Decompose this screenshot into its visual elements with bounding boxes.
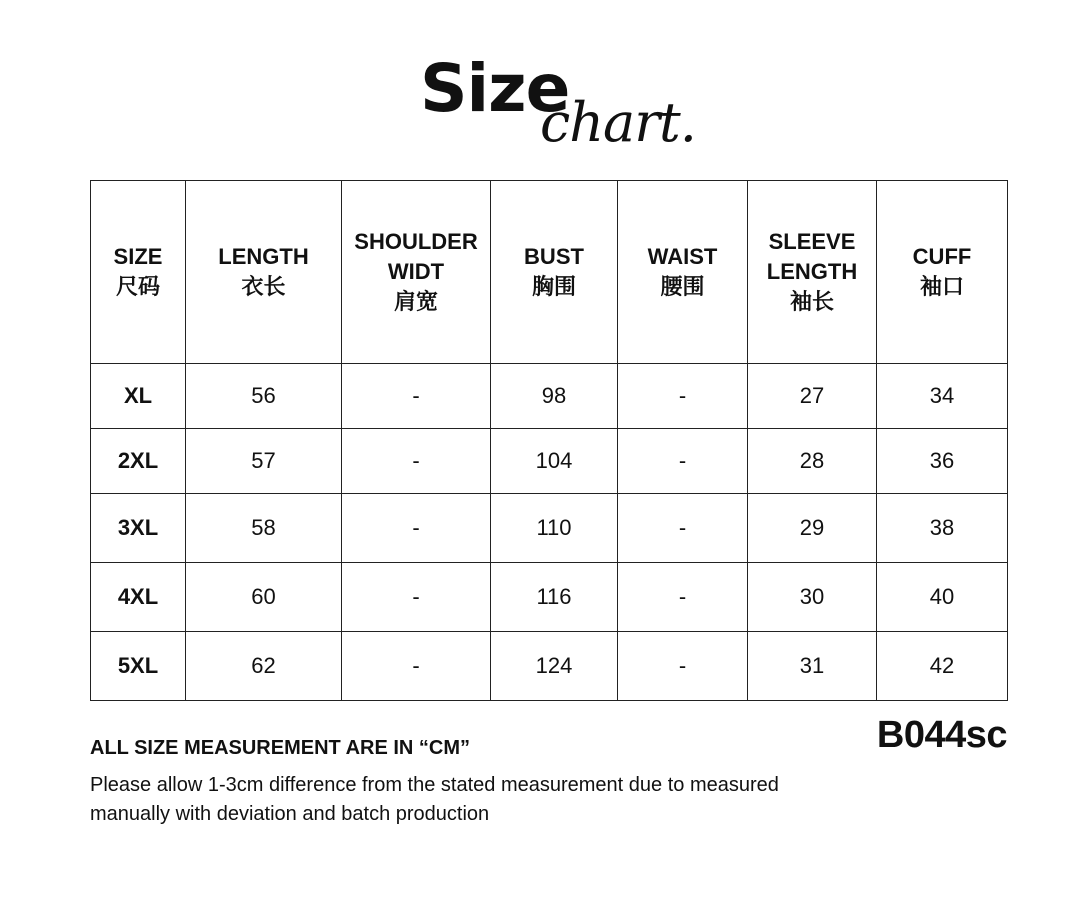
header-label-cn: 胸围 — [531, 274, 576, 299]
shoulder-cell: - — [342, 429, 491, 494]
waist-cell: - — [618, 563, 748, 632]
shoulder-cell: - — [342, 494, 491, 563]
header-label: SLEEVE — [768, 229, 856, 254]
header-bust — [491, 181, 618, 364]
waist-cell: - — [618, 494, 748, 563]
header-label-cn: 袖长 — [789, 289, 834, 314]
sleeve-cell: 31 — [748, 632, 877, 701]
bust-cell: 104 — [491, 429, 618, 494]
measurement-disclaimer: Please allow 1-3cm difference from the stated measurement due to measured manually with deviation and batch production — [90, 774, 779, 825]
size-cell: 5XL — [91, 632, 186, 701]
header-label-cn: 尺码 — [115, 274, 160, 299]
sleeve-cell: 30 — [748, 563, 877, 632]
table-row — [91, 632, 1008, 701]
waist-cell: - — [618, 364, 748, 429]
cuff-cell: 38 — [877, 494, 1008, 563]
length-cell: 62 — [186, 632, 342, 701]
length-cell: 57 — [186, 429, 342, 494]
length-cell: 56 — [186, 364, 342, 429]
bust-cell: 124 — [491, 632, 618, 701]
bust-cell: 116 — [491, 563, 618, 632]
header-label: SIZE — [113, 244, 163, 269]
header-label-cn: 袖口 — [919, 274, 964, 299]
header-size — [91, 181, 186, 364]
table-row — [91, 429, 1008, 494]
table-header-row — [91, 181, 1008, 364]
sleeve-cell: 29 — [748, 494, 877, 563]
header-label-cn: 腰围 — [660, 274, 705, 299]
product-code: B044sc — [876, 714, 1007, 756]
shoulder-cell: - — [342, 632, 491, 701]
cuff-cell: 42 — [877, 632, 1008, 701]
table-row — [91, 563, 1008, 632]
size-cell: 3XL — [91, 494, 186, 563]
header-shoulder-width — [342, 181, 491, 364]
length-cell: 58 — [186, 494, 342, 563]
waist-cell: - — [618, 632, 748, 701]
table-row — [91, 494, 1008, 563]
title-chart-word: chart. — [540, 91, 696, 154]
size-cell: 4XL — [91, 563, 186, 632]
size-chart-table — [90, 180, 1008, 701]
shoulder-cell: - — [342, 364, 491, 429]
measurement-unit-note: ALL SIZE MEASUREMENT ARE IN “CM” — [90, 737, 471, 759]
header-label: BUST — [524, 244, 584, 269]
table-row — [91, 364, 1008, 429]
header-label: WIDT — [387, 259, 445, 284]
sleeve-cell: 28 — [748, 429, 877, 494]
cuff-cell: 36 — [877, 429, 1008, 494]
size-cell: XL — [91, 364, 186, 429]
bust-cell: 98 — [491, 364, 618, 429]
bust-cell: 110 — [491, 494, 618, 563]
header-label: WAIST — [647, 244, 718, 269]
title-size-word: Size — [420, 50, 570, 127]
header-label: SHOULDER — [354, 229, 478, 254]
header-waist — [618, 181, 748, 364]
cuff-cell: 40 — [877, 563, 1008, 632]
header-length — [186, 181, 342, 364]
size-cell: 2XL — [91, 429, 186, 494]
header-label: LENGTH — [766, 259, 858, 284]
header-label-cn: 衣长 — [241, 274, 286, 299]
waist-cell: - — [618, 429, 748, 494]
length-cell: 60 — [186, 563, 342, 632]
sleeve-cell: 27 — [748, 364, 877, 429]
header-cuff — [877, 181, 1008, 364]
header-sleeve-length — [748, 181, 877, 364]
shoulder-cell: - — [342, 563, 491, 632]
header-label: LENGTH — [218, 244, 309, 269]
header-label: CUFF — [912, 244, 972, 269]
header-label-cn: 肩宽 — [393, 289, 438, 314]
cuff-cell: 34 — [877, 364, 1008, 429]
